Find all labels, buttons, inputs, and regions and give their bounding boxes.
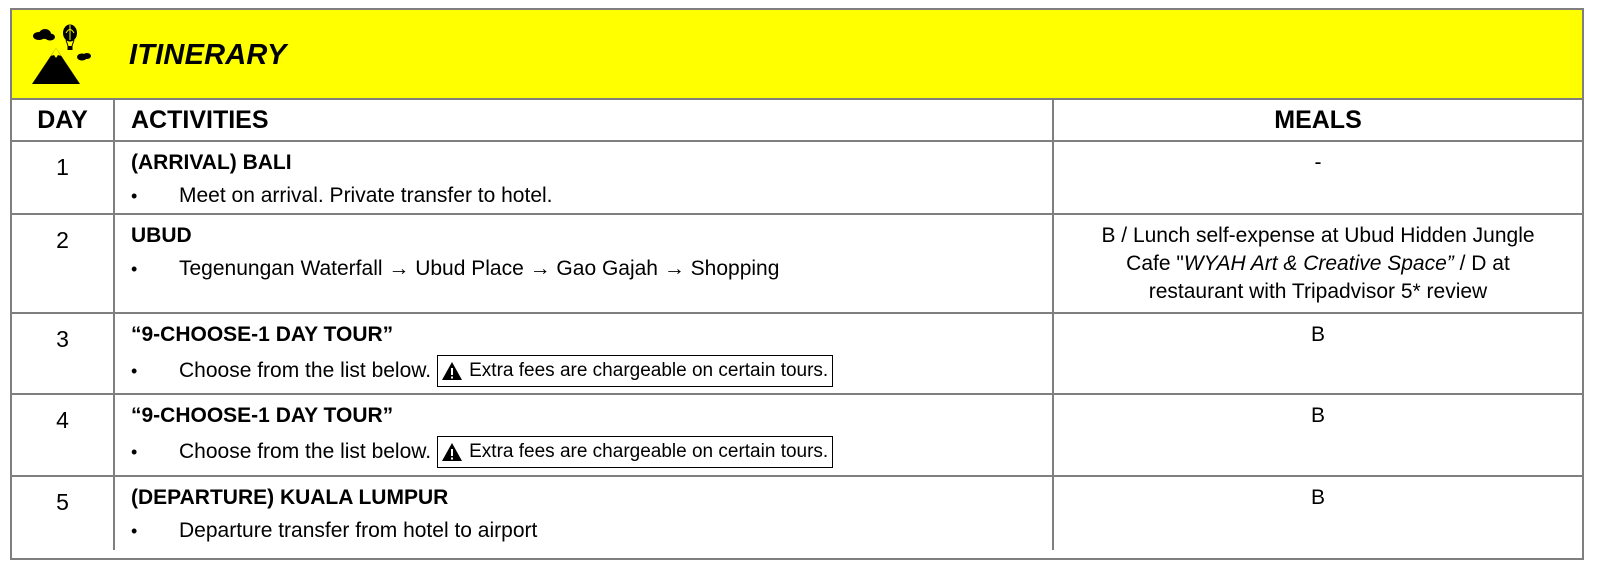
meals-text-italic: WYAH Art & Creative Space”: [1183, 252, 1454, 275]
activity-bullet: [131, 355, 1052, 387]
activity-bullet: [131, 518, 1052, 544]
bullet-icon: •: [131, 521, 138, 541]
table-header-row: [12, 100, 1582, 141]
column-header-activities: ACTIVITIES: [114, 100, 1053, 141]
table-row: [12, 476, 1582, 550]
activity-description: Choose from the list below.: [179, 440, 432, 463]
extra-fee-notice: [437, 436, 833, 468]
itinerary-table-container: [10, 8, 1584, 560]
activity-title: (DEPARTURE) KUALA LUMPUR: [131, 486, 449, 509]
column-header-day: DAY: [12, 100, 114, 141]
extra-fee-notice: [437, 355, 833, 387]
column-header-meals: MEALS: [1053, 100, 1582, 141]
meals-cell: [1053, 214, 1582, 313]
meals-text: [1078, 222, 1558, 306]
activity-title: (ARRIVAL) BALI: [131, 151, 292, 174]
mountain-balloon-icon: [30, 24, 92, 86]
meals-text-suffix: / D at restaurant with Tripadvisor 5* review: [1148, 252, 1510, 303]
meals-text: -: [1314, 151, 1322, 174]
activities-cell: [114, 394, 1053, 476]
extra-fee-notice-text: Extra fees are chargeable on certain tours.: [469, 360, 829, 381]
meals-text: B: [1310, 323, 1325, 346]
activities-cell: [114, 476, 1053, 550]
activity-title: “9-CHOOSE-1 DAY TOUR”: [131, 323, 394, 346]
bullet-icon: •: [131, 442, 138, 462]
table-row: [12, 394, 1582, 476]
activity-bullet: [131, 436, 1052, 468]
day-number: 1: [12, 141, 114, 214]
activity-description: Choose from the list below.: [179, 359, 432, 382]
activities-cell: [114, 214, 1053, 313]
bullet-icon: •: [131, 259, 138, 279]
activity-description: Tegenungan Waterfall → Ubud Place → Gao Gajah → Shopping: [179, 257, 780, 280]
meals-cell: [1053, 476, 1582, 550]
day-number: 2: [12, 214, 114, 313]
itinerary-table: [12, 100, 1582, 550]
meals-cell: [1053, 141, 1582, 214]
day-number: 5: [12, 476, 114, 550]
meals-text-prefix: B / Lunch self-expense at Ubud Hidden Jungle Cafe ": [1101, 224, 1535, 275]
meals-text: B: [1310, 404, 1325, 427]
activity-description: Departure transfer from hotel to airport: [179, 519, 538, 542]
warning-icon: [441, 361, 463, 381]
activities-cell: [114, 141, 1053, 214]
meals-cell: [1053, 394, 1582, 476]
day-number: 3: [12, 313, 114, 394]
itinerary-banner: [12, 10, 1582, 100]
bullet-icon: •: [131, 186, 138, 206]
activity-bullet: [131, 183, 1052, 209]
activity-title: “9-CHOOSE-1 DAY TOUR”: [131, 404, 394, 427]
activity-title: UBUD: [131, 224, 192, 247]
extra-fee-notice-text: Extra fees are chargeable on certain tours.: [469, 441, 829, 462]
table-row: [12, 313, 1582, 394]
day-number: 4: [12, 394, 114, 476]
warning-icon: [441, 442, 463, 462]
meals-cell: [1053, 313, 1582, 394]
activity-description: Meet on arrival. Private transfer to hotel.: [179, 184, 553, 207]
table-row: [12, 214, 1582, 313]
table-row: [12, 141, 1582, 214]
activity-bullet: [131, 256, 1052, 282]
itinerary-title: ITINERARY: [129, 39, 287, 71]
bullet-icon: •: [131, 361, 138, 381]
activities-cell: [114, 313, 1053, 394]
meals-text: B: [1310, 486, 1325, 509]
